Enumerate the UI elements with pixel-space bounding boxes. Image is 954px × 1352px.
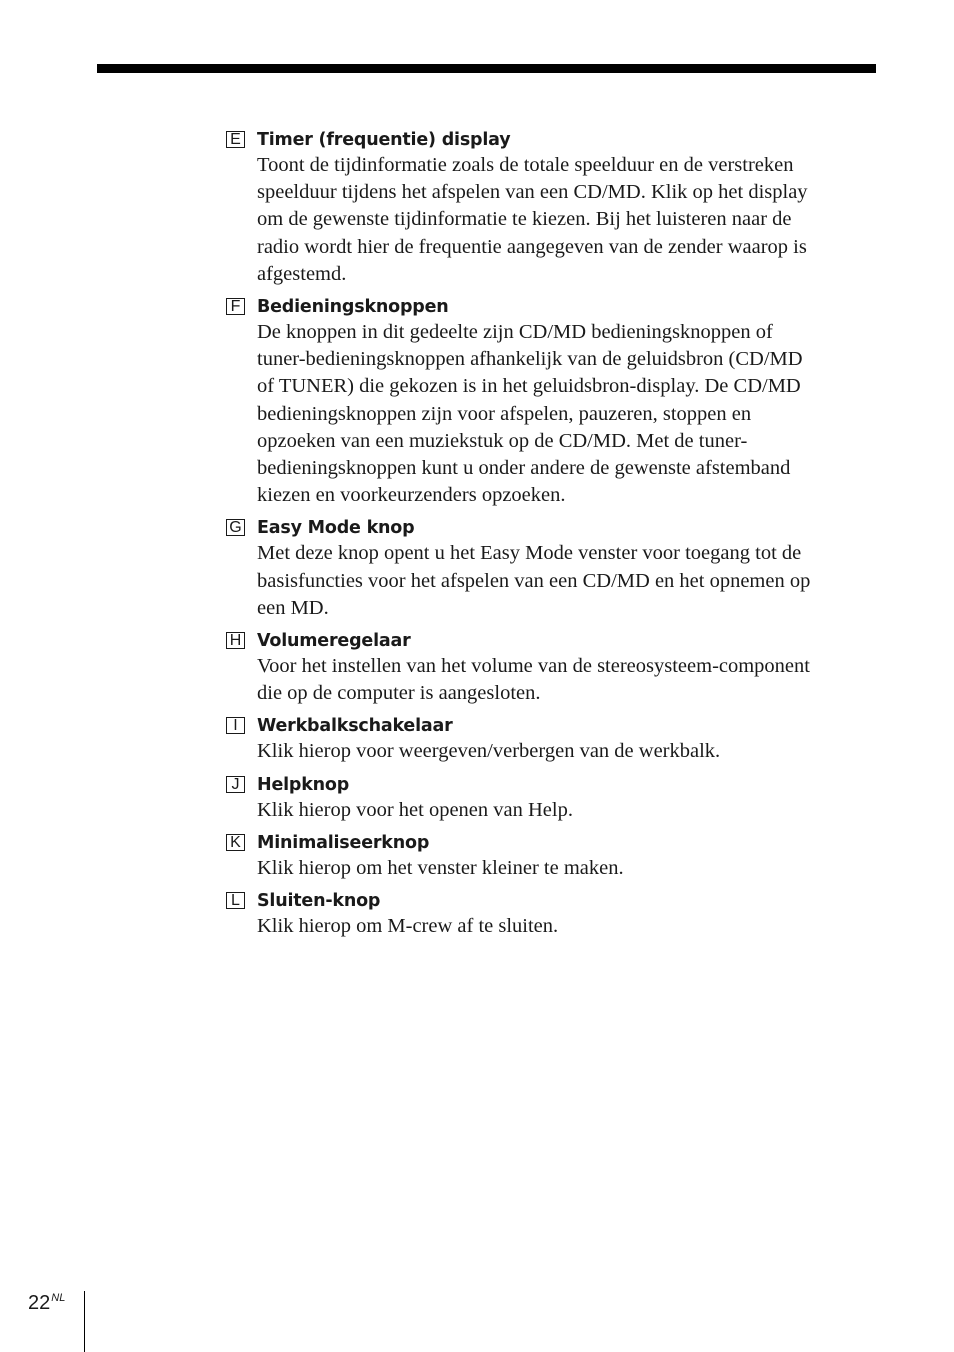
item-letter-box: E <box>226 131 245 148</box>
description-line: om de gewenste tijdinformatie te kiezen. Bij het luisteren naar de <box>257 208 792 231</box>
item-description <box>257 540 879 622</box>
top-rule <box>97 64 876 73</box>
description-line: basisfuncties voor het afspelen van een CD/MD en het opnemen op <box>257 569 811 592</box>
description-line: Klik hierop voor het openen van Help. <box>257 798 573 821</box>
list-item <box>226 773 886 824</box>
page-number <box>28 1286 65 1315</box>
list-item <box>226 714 886 765</box>
description-line: kiezen en voorkeurzenders opzoeken. <box>257 484 566 507</box>
item-title: Minimaliseerknop <box>257 832 430 853</box>
item-title: Werkbalkschakelaar <box>257 716 453 737</box>
item-title: Bedieningsknoppen <box>257 297 449 318</box>
item-description <box>257 855 879 882</box>
item-description <box>257 653 879 707</box>
item-description <box>257 319 879 509</box>
description-line: Klik hierop voor weergeven/verbergen van de werkbalk. <box>257 740 721 763</box>
item-description <box>257 913 879 940</box>
description-line: Voor het instellen van het volume van de stereosysteem-component <box>257 655 810 678</box>
margin-line <box>84 1291 85 1352</box>
page-number-value: 22 <box>28 1292 51 1314</box>
item-title: Volumeregelaar <box>257 631 411 652</box>
item-letter-box: I <box>226 717 245 734</box>
description-line: een MD. <box>257 596 329 619</box>
item-description <box>257 738 879 765</box>
description-line: Klik hierop om het venster kleiner te maken. <box>257 856 624 879</box>
list-item <box>226 128 886 288</box>
description-line: bedieningsknoppen zijn voor afspelen, pauzeren, stoppen en <box>257 402 752 425</box>
list-item <box>226 516 886 622</box>
list-item <box>226 831 886 882</box>
description-line: De knoppen in dit gedeelte zijn CD/MD bedieningsknoppen of <box>257 321 773 344</box>
item-letter-box: H <box>226 632 245 649</box>
description-line: opzoeken van een muziekstuk op de CD/MD. Met de tuner- <box>257 429 748 452</box>
description-line: of TUNER) die gekozen is in het geluidsbron-display. De CD/MD <box>257 375 801 398</box>
item-letter-box: L <box>226 892 245 909</box>
description-line: Toont de tijdinformatie zoals de totale speelduur en de verstreken <box>257 154 794 176</box>
description-line: bedieningsknoppen kunt u onder andere de gewenste afstemband <box>257 457 791 480</box>
description-line: Met deze knop opent u het Easy Mode venster voor toegang tot de <box>257 542 802 565</box>
item-letter-box: J <box>226 776 245 793</box>
description-line: die op de computer is aangesloten. <box>257 682 541 705</box>
item-title: Easy Mode knop <box>257 518 415 539</box>
list-item <box>226 889 886 940</box>
description-line: tuner-bedieningsknoppen afhankelijk van de geluidsbron (CD/MD <box>257 348 803 371</box>
item-title: Timer (frequentie) display <box>257 130 511 150</box>
description-line: radio wordt hier de frequentie aangegeven van de zender waarop is <box>257 235 807 258</box>
item-title: Sluiten-knop <box>257 891 381 912</box>
entry-list <box>226 128 886 947</box>
description-line: Klik hierop om M-crew af te sluiten. <box>257 915 559 938</box>
item-letter-box: F <box>226 298 245 315</box>
description-line: afgestemd. <box>257 262 347 285</box>
description-line: speelduur tijdens het afspelen van een CD/MD. Klik op het display <box>257 181 808 204</box>
list-item <box>226 629 886 707</box>
item-title: Helpknop <box>257 774 350 795</box>
item-description <box>257 152 879 288</box>
language-code: NL <box>51 1292 66 1304</box>
item-description <box>257 797 879 824</box>
list-item <box>226 295 886 509</box>
item-letter-box: K <box>226 834 245 851</box>
item-letter-box: G <box>226 519 245 536</box>
